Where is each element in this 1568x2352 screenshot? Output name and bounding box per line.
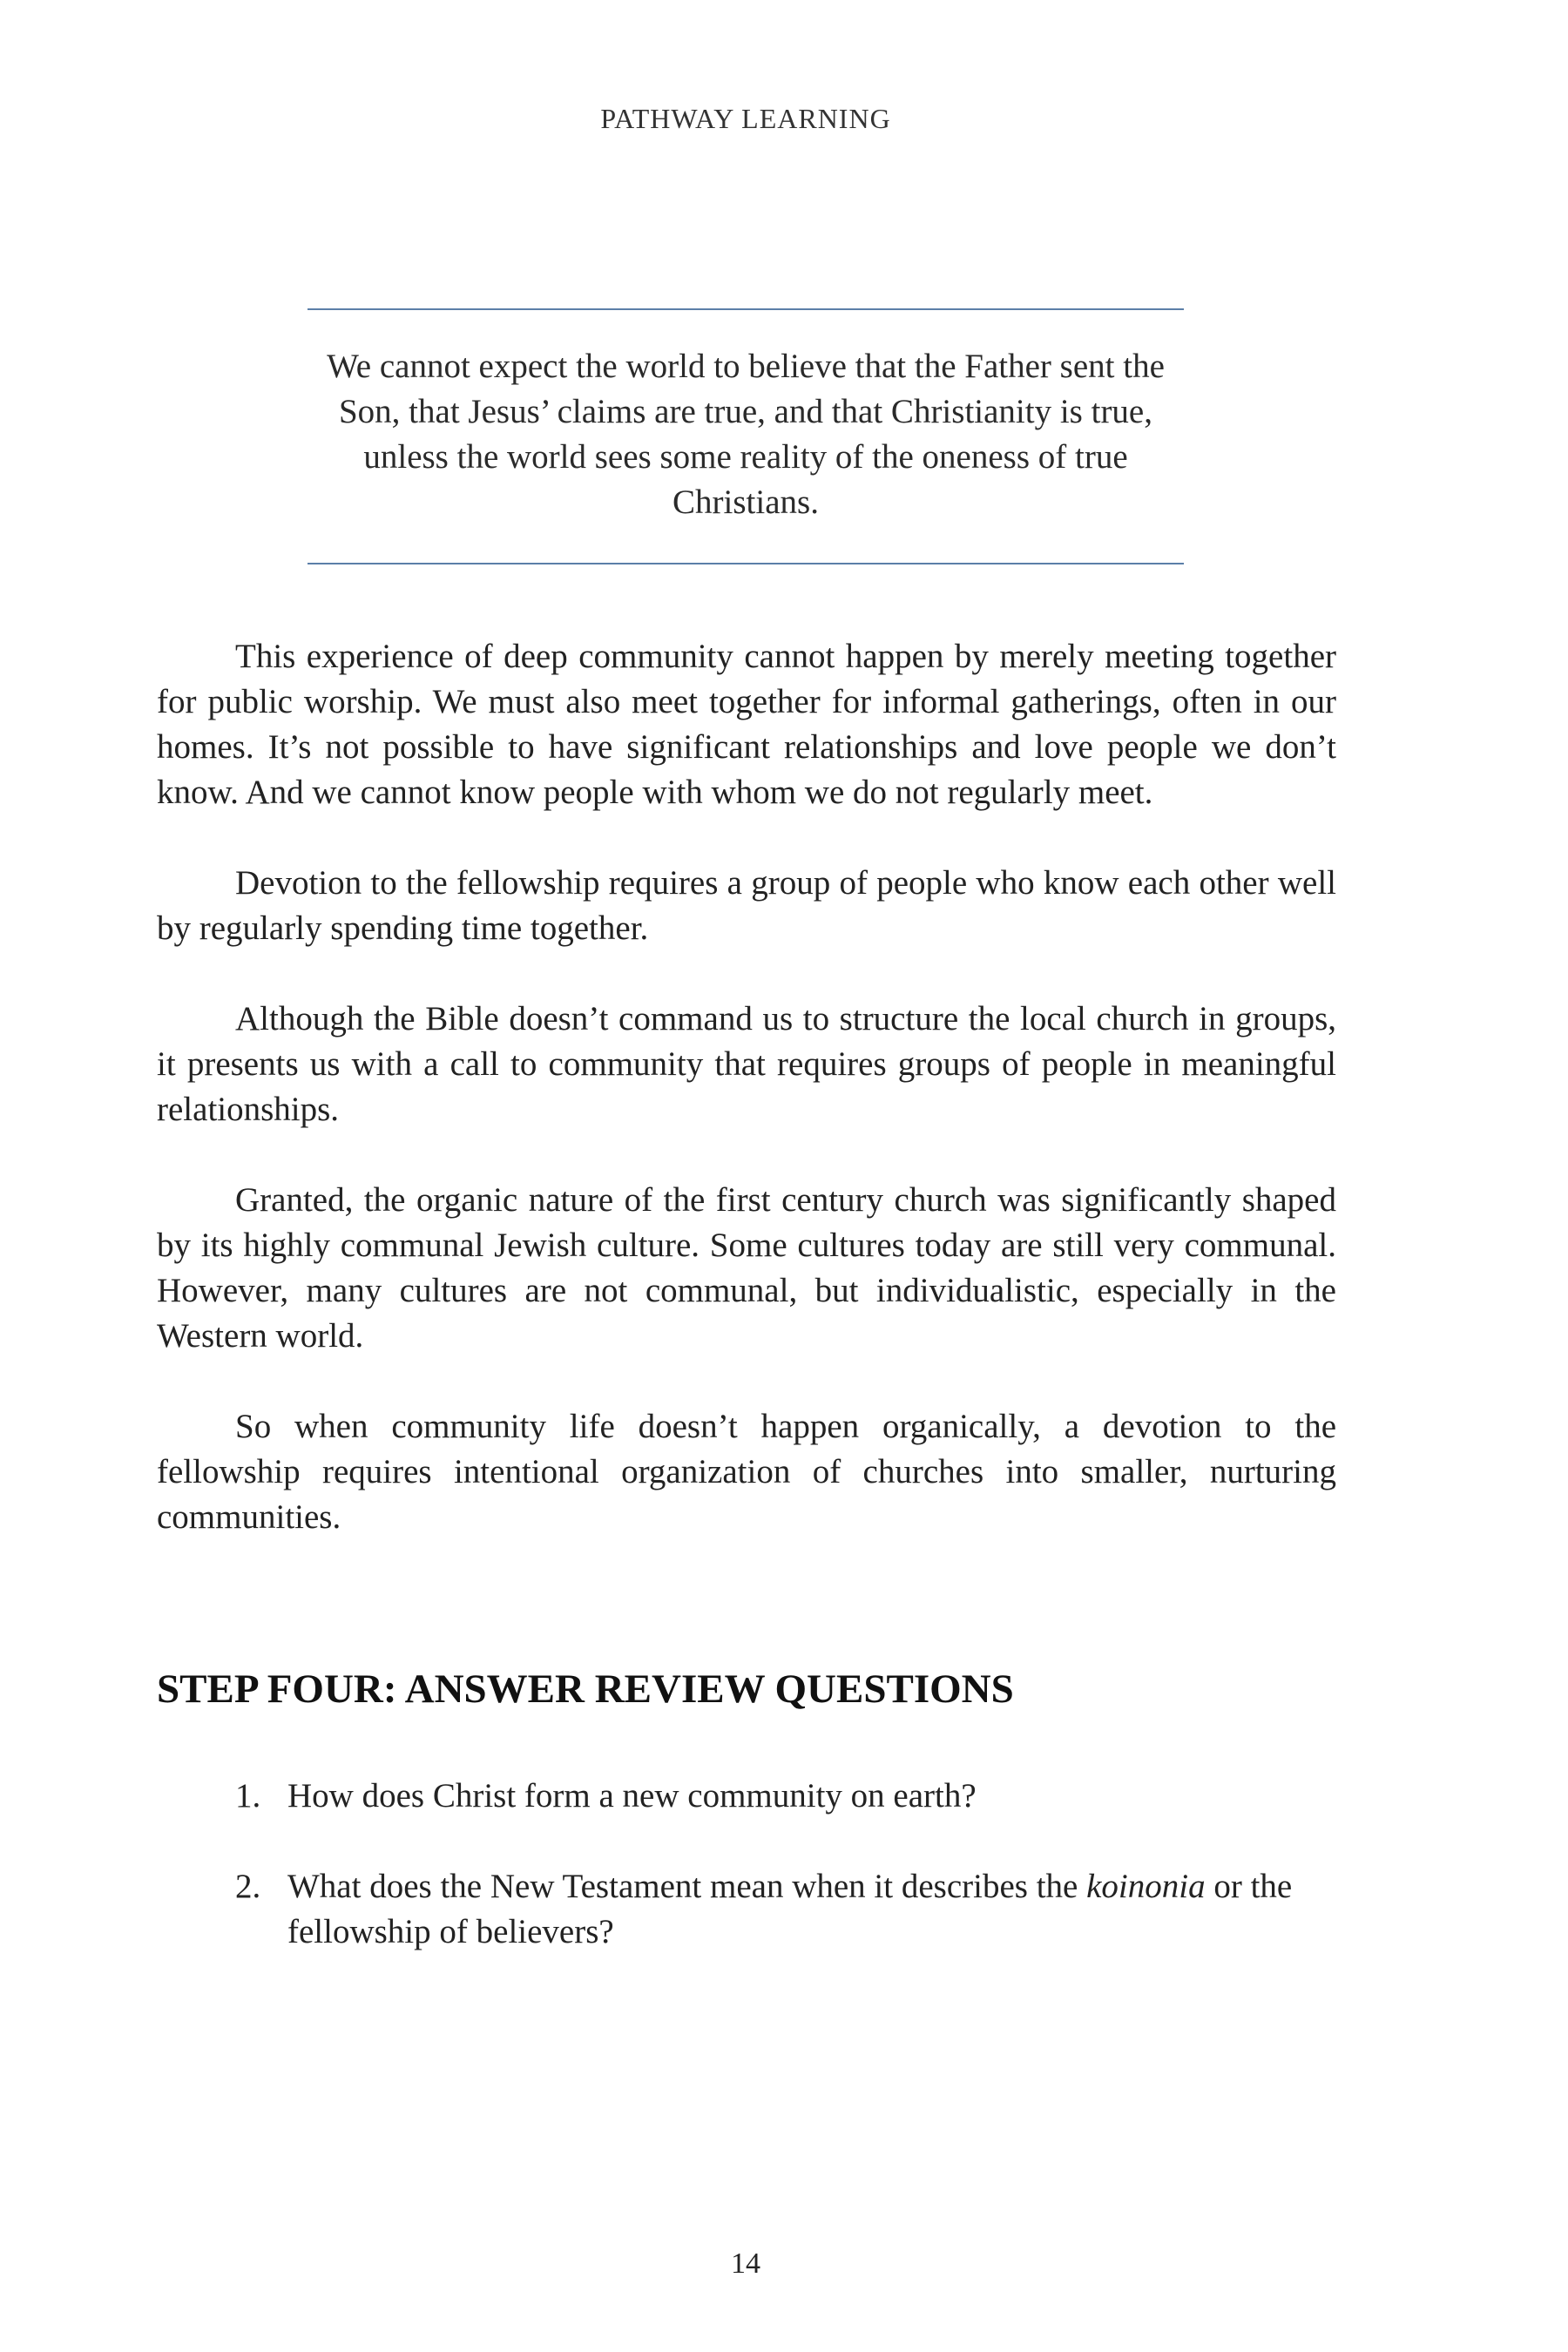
body-paragraph: So when community life doesn’t happen organically, a devotion to the fellowship requires intentional organization of churches into smaller, nurturing communities. [157,1408,1336,1536]
page-number: 14 [731,2247,760,2280]
question-text: How does Christ form a new community on earth? [287,1777,977,1815]
body-paragraph: Granted, the organic nature of the first century church was significantly shaped by its highly communal Jewish culture. Some cultures today are still very communal. However, many cultures are not communal, but individualistic, especially in the Western world. [157,1181,1336,1355]
question-number: 1. [235,1777,261,1815]
question-text [287,1864,1336,1955]
question-text-part: or the fellowship of believers? [287,1868,1293,1950]
question-number-cell [157,1864,287,1955]
pullquote-bottom-rule [308,563,1184,564]
body-text [157,634,1336,1585]
review-question [157,1774,1336,1819]
running-header: PATHWAY LEARNING [600,103,891,134]
review-questions-list [157,1774,1336,2000]
pullquote-top-rule [308,308,1184,310]
pullquote: We cannot expect the world to believe that the Father sent the Son, that Jesus’ claims are true, and that Christianity is true, unless the world sees some reality of the oneness of true Christians. [327,348,1165,521]
question-number: 2. [235,1868,261,1905]
body-paragraph: Although the Bible doesn’t command us to structure the local church in groups, it presents us with a call to community that requires groups of people in meaningful relationships. [157,1000,1336,1128]
question-text-part: What does the New Testament mean when it describes the [287,1868,1087,1905]
review-question [157,1864,1336,1955]
body-paragraph: Devotion to the fellowship requires a group of people who know each other well by regularly spending time together. [157,864,1336,947]
question-emphasis: koinonia [1086,1868,1206,1905]
section-heading: STEP FOUR: ANSWER REVIEW QUESTIONS [157,1666,1014,1712]
question-number-cell [157,1774,287,1819]
body-paragraph: This experience of deep community cannot happen by merely meeting together for public worship. We must also meet together for informal gatherings, often in our homes. It’s not possible to have significant relationships and love people we don’t know. And we cannot know people with whom we do not regularly meet. [157,638,1336,811]
